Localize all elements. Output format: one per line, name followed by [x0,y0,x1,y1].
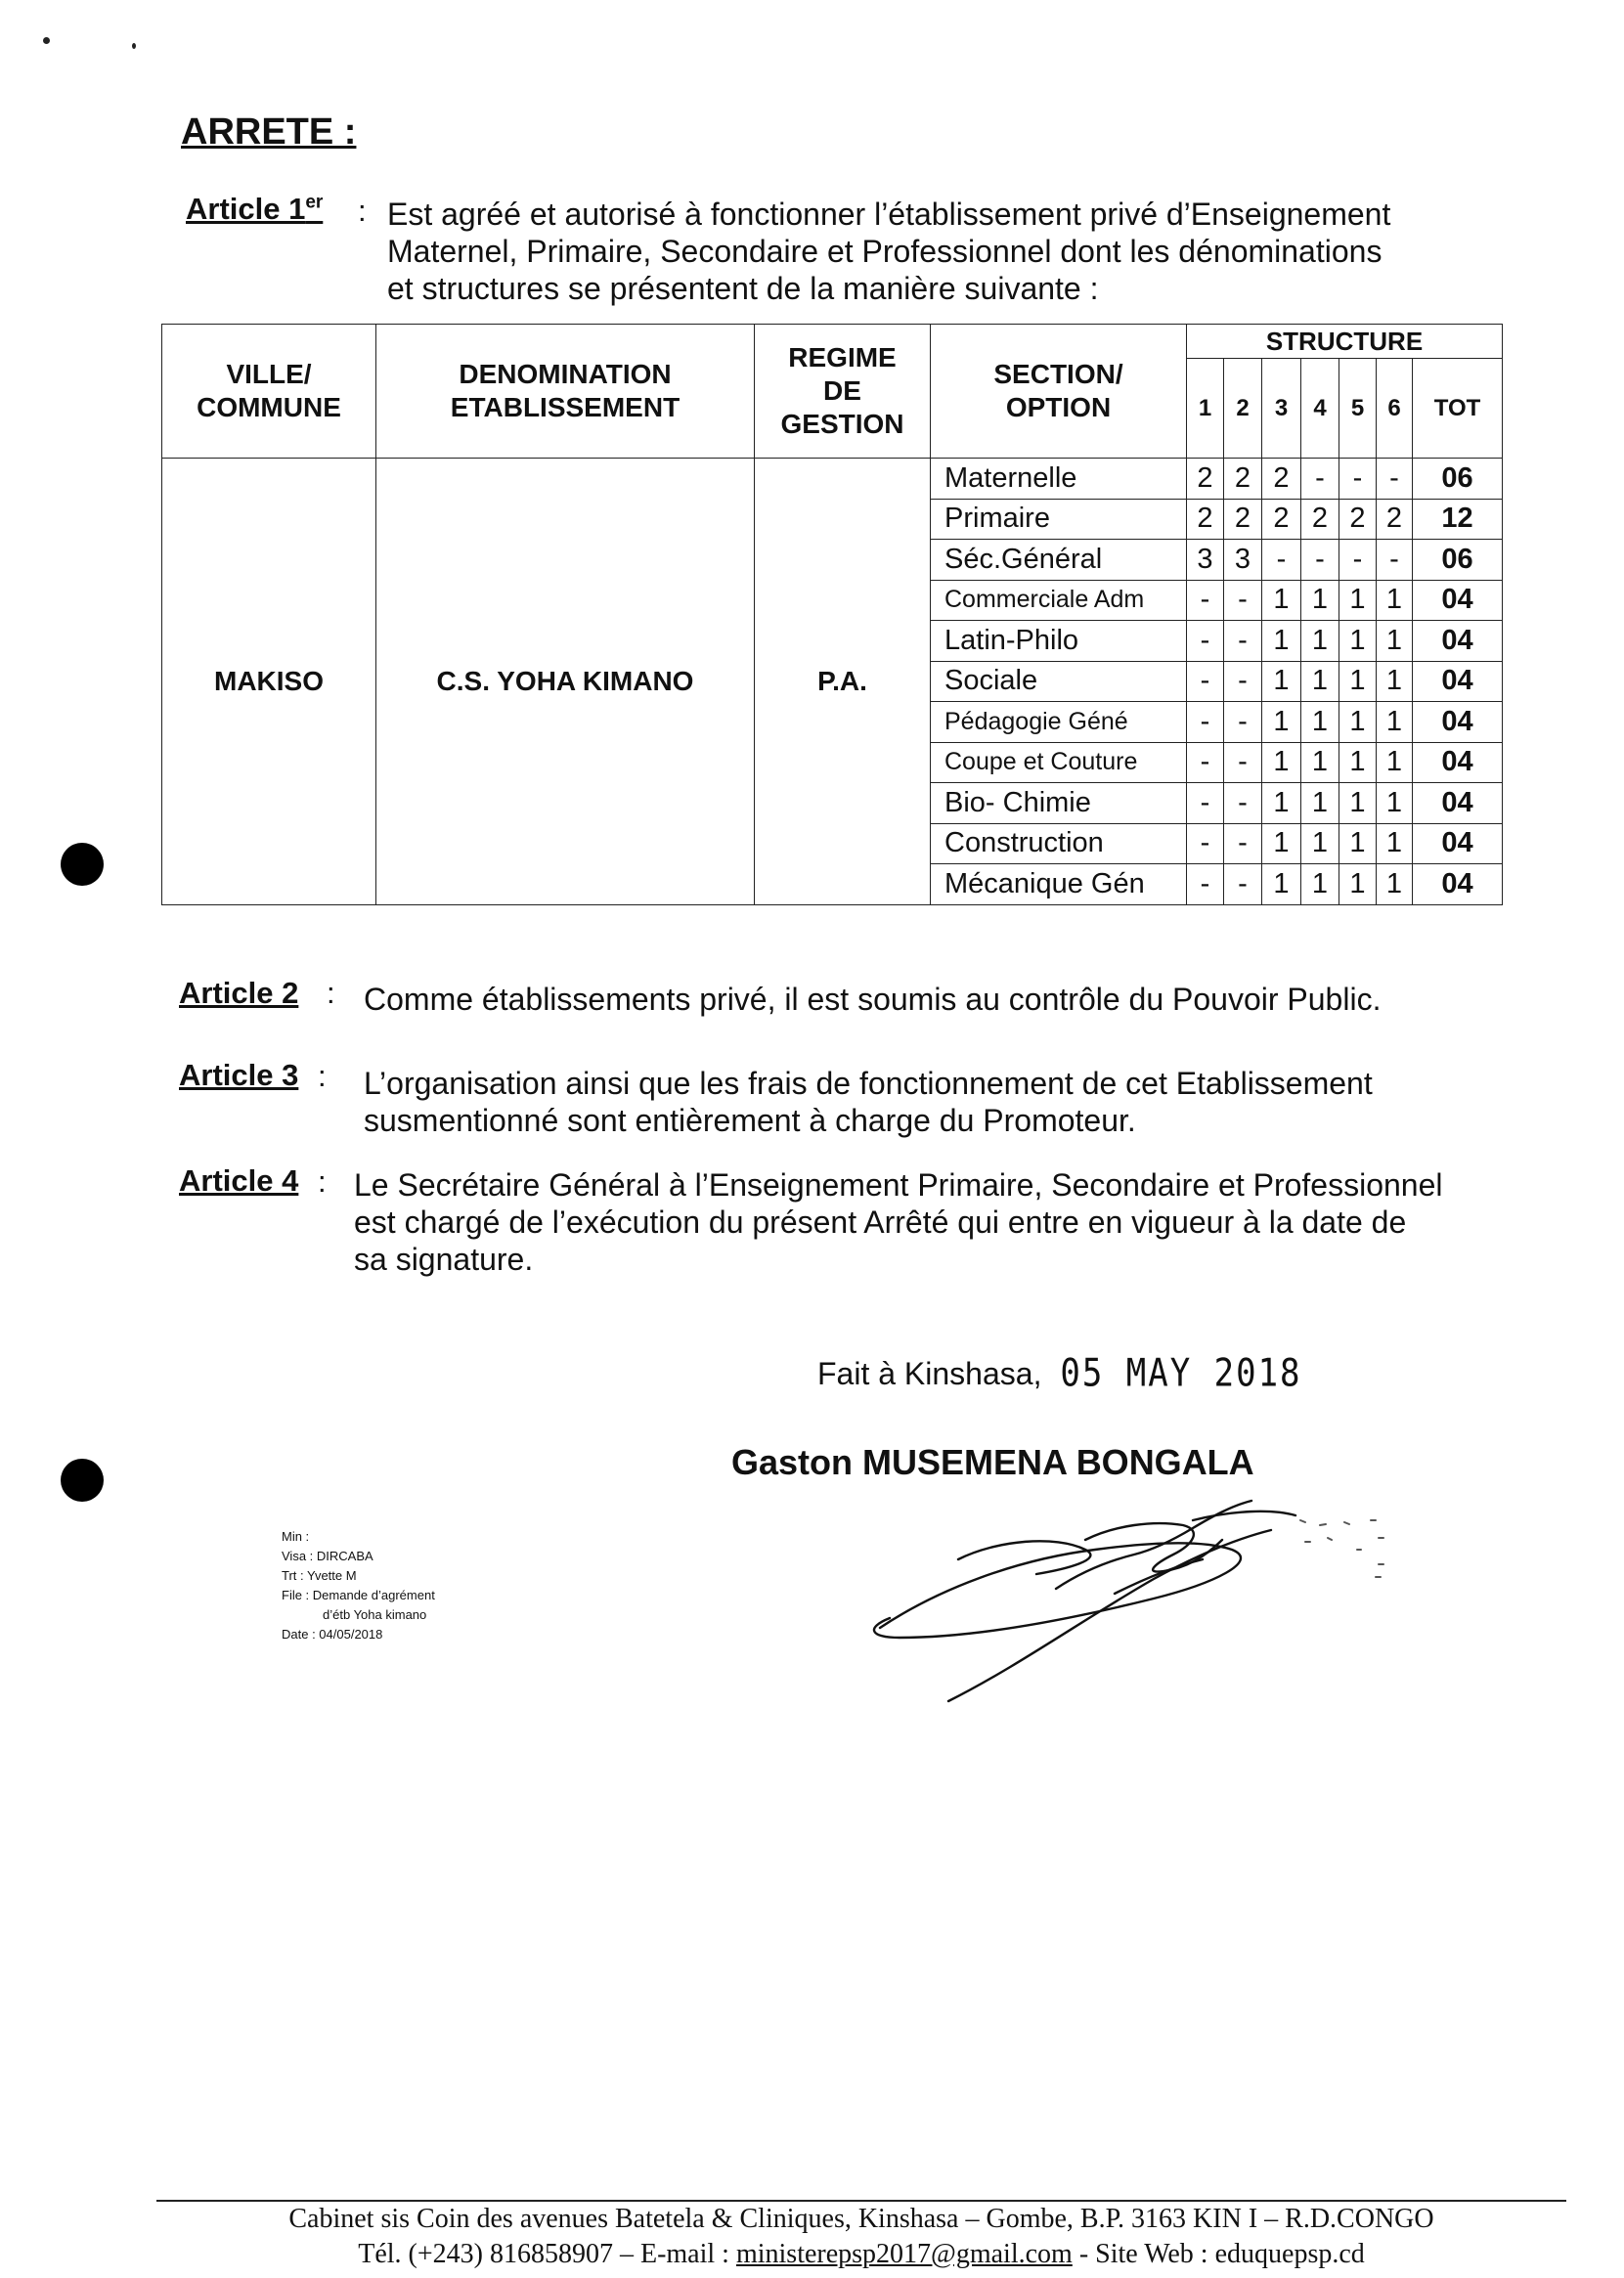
footer-rule [156,2200,1566,2202]
header-text: REGIME [788,342,897,372]
structure-table [161,324,1503,905]
cell-level-4: - [1301,540,1339,581]
cell-total: 04 [1413,702,1503,743]
article-1-colon: : [358,194,367,228]
cell-level-6: 1 [1377,702,1413,743]
article-4-colon: : [318,1164,327,1199]
cell-level-6: 1 [1377,783,1413,824]
cell-ville: MAKISO [162,459,376,905]
cell-level-4: 1 [1301,783,1339,824]
cell-total: 04 [1413,864,1503,905]
cell-total: 12 [1413,499,1503,540]
cell-section: Pédagogie Géné [931,702,1187,743]
cell-level-5: 1 [1339,742,1377,783]
cell-level-6: 1 [1377,823,1413,864]
cell-level-3: 1 [1262,580,1301,621]
cell-total: 04 [1413,742,1503,783]
cell-section: Construction [931,823,1187,864]
punch-hole [61,843,104,886]
article-4-text [354,1166,1527,1278]
cell-level-2: - [1224,580,1262,621]
cell-section: Sociale [931,661,1187,702]
cell-section: Latin-Philo [931,621,1187,662]
place-text: Fait à Kinshasa, [817,1356,1042,1391]
cell-level-1: - [1187,702,1224,743]
cell-level-6: 1 [1377,621,1413,662]
scan-speck [43,37,50,44]
cell-level-2: - [1224,783,1262,824]
reference-line: d’étb Yoha kimano [323,1607,427,1622]
footer-contact [156,2239,1566,2270]
cell-total: 04 [1413,783,1503,824]
cell-level-2: - [1224,702,1262,743]
cell-level-4: 1 [1301,621,1339,662]
cell-section: Commerciale Adm [931,580,1187,621]
header-text: ETABLISSEMENT [450,392,680,422]
article-3-text [364,1065,1517,1139]
header-level-2: 2 [1224,359,1262,459]
cell-level-3: 1 [1262,621,1301,662]
cell-level-5: - [1339,459,1377,500]
article-4-line: Le Secrétaire Général à l’Enseignement Primaire, Secondaire et Professionnel [354,1167,1443,1203]
cell-level-6: - [1377,459,1413,500]
cell-total: 04 [1413,823,1503,864]
cell-level-3: 1 [1262,702,1301,743]
cell-level-1: - [1187,661,1224,702]
cell-level-3: 1 [1262,661,1301,702]
cell-total: 04 [1413,580,1503,621]
cell-level-3: 1 [1262,823,1301,864]
cell-total: 06 [1413,459,1503,500]
article-2-colon: : [327,976,335,1010]
cell-level-3: 2 [1262,499,1301,540]
article-1-line: et structures se présentent de la manière suivante : [387,271,1099,306]
cell-denomination: C.S. YOHA KIMANO [376,459,755,905]
cell-level-4: 1 [1301,661,1339,702]
cell-level-2: 2 [1224,459,1262,500]
header-text: COMMUNE [197,392,341,422]
signer-name: Gaston MUSEMENA BONGALA [731,1442,1254,1482]
cell-level-6: - [1377,540,1413,581]
header-ville [162,325,376,459]
cell-level-4: 1 [1301,823,1339,864]
article-3-line: susmentionné sont entièrement à charge du Promoteur. [364,1103,1136,1138]
cell-level-2: - [1224,864,1262,905]
header-level-6: 6 [1377,359,1413,459]
cell-level-2: - [1224,742,1262,783]
cell-level-1: 3 [1187,540,1224,581]
header-level-1: 1 [1187,359,1224,459]
cell-level-1: - [1187,742,1224,783]
header-text: DE [823,375,861,406]
cell-level-4: 1 [1301,864,1339,905]
header-text: VILLE/ [226,359,312,389]
cell-level-5: 1 [1339,783,1377,824]
header-total: TOT [1413,359,1503,459]
cell-level-6: 1 [1377,661,1413,702]
reference-line: Min : [282,1529,310,1544]
cell-level-5: 1 [1339,702,1377,743]
cell-level-1: - [1187,580,1224,621]
header-section [931,325,1187,459]
header-text: SECTION/ [993,359,1123,389]
cell-total: 06 [1413,540,1503,581]
reference-line: Date : 04/05/2018 [282,1627,383,1642]
cell-level-4: 1 [1301,742,1339,783]
signature-graphic [860,1481,1408,1706]
reference-line: File : Demande d’agrément [282,1588,435,1602]
cell-level-6: 1 [1377,580,1413,621]
cell-level-1: - [1187,864,1224,905]
article-3-label: Article 3 [179,1058,299,1092]
article-3-line: L’organisation ainsi que les frais de fonctionnement de cet Etablissement [364,1066,1373,1101]
cell-level-2: 2 [1224,499,1262,540]
cell-level-5: 1 [1339,823,1377,864]
article-1-line: Est agréé et autorisé à fonctionner l’établissement privé d’Enseignement [387,197,1391,232]
place-line [817,1351,1302,1396]
article-1-text [387,196,1512,307]
header-text: DENOMINATION [459,359,672,389]
header-level-5: 5 [1339,359,1377,459]
cell-section: Séc.Général [931,540,1187,581]
footer-email-link[interactable]: ministerepsp2017@gmail.com [735,2239,1073,2269]
article-1-label: Article 1er [186,192,324,226]
reference-block [282,1527,435,1644]
cell-level-5: - [1339,540,1377,581]
reference-line: Visa : DIRCABA [282,1549,373,1563]
cell-level-1: - [1187,783,1224,824]
punch-hole [61,1459,104,1502]
cell-level-2: - [1224,621,1262,662]
header-text: GESTION [780,409,904,439]
cell-section: Bio- Chimie [931,783,1187,824]
cell-level-2: - [1224,823,1262,864]
cell-level-1: - [1187,621,1224,662]
cell-regime: P.A. [755,459,931,905]
cell-level-4: 1 [1301,702,1339,743]
footer-address: Cabinet sis Coin des avenues Batetela & Cliniques, Kinshasa – Gombe, B.P. 3163 KIN I – R.D.CONGO [288,2204,1434,2234]
document-heading: ARRETE : [181,111,357,153]
article-4-label: Article 4 [179,1163,299,1198]
cell-level-4: 1 [1301,580,1339,621]
cell-level-3: 1 [1262,864,1301,905]
cell-level-3: 1 [1262,783,1301,824]
cell-level-3: 2 [1262,459,1301,500]
cell-level-6: 1 [1377,742,1413,783]
table-row [162,459,1503,500]
cell-total: 04 [1413,621,1503,662]
header-regime [755,325,931,459]
cell-level-1: - [1187,823,1224,864]
cell-level-4: - [1301,459,1339,500]
cell-level-3: - [1262,540,1301,581]
article-3-colon: : [318,1059,327,1093]
table-body [162,459,1503,905]
header-text: OPTION [1005,392,1112,422]
footer-website: - Site Web : eduquepsp.cd [1072,2239,1365,2269]
article-1-line: Maternel, Primaire, Secondaire et Professionnel dont les dénominations [387,234,1383,269]
cell-level-4: 2 [1301,499,1339,540]
header-level-4: 4 [1301,359,1339,459]
cell-section: Mécanique Gén [931,864,1187,905]
article-4-line: est chargé de l’exécution du présent Arrêté qui entre en vigueur à la date de [354,1205,1407,1240]
cell-total: 04 [1413,661,1503,702]
cell-level-2: 3 [1224,540,1262,581]
cell-level-6: 2 [1377,499,1413,540]
cell-level-5: 1 [1339,621,1377,662]
cell-level-3: 1 [1262,742,1301,783]
article-2-label: Article 2 [179,976,299,1010]
header-level-3: 3 [1262,359,1301,459]
cell-level-6: 1 [1377,864,1413,905]
cell-level-5: 1 [1339,661,1377,702]
article-2-line: Comme établissements privé, il est soumis au contrôle du Pouvoir Public. [364,982,1382,1017]
scan-speck [132,43,136,49]
cell-level-1: 2 [1187,459,1224,500]
cell-level-5: 1 [1339,580,1377,621]
article-2-text [364,981,1517,1018]
footer-phone: Tél. (+243) 816858907 – E-mail : [358,2239,736,2269]
cell-level-5: 2 [1339,499,1377,540]
date-stamp: 05 MAY 2018 [1060,1351,1302,1396]
cell-section: Coupe et Couture [931,742,1187,783]
header-structure: STRUCTURE [1187,325,1503,359]
article-4-line: sa signature. [354,1242,534,1277]
cell-level-1: 2 [1187,499,1224,540]
cell-section: Maternelle [931,459,1187,500]
cell-level-5: 1 [1339,864,1377,905]
cell-level-2: - [1224,661,1262,702]
reference-line: Trt : Yvette M [282,1568,357,1583]
cell-section: Primaire [931,499,1187,540]
header-denomination [376,325,755,459]
